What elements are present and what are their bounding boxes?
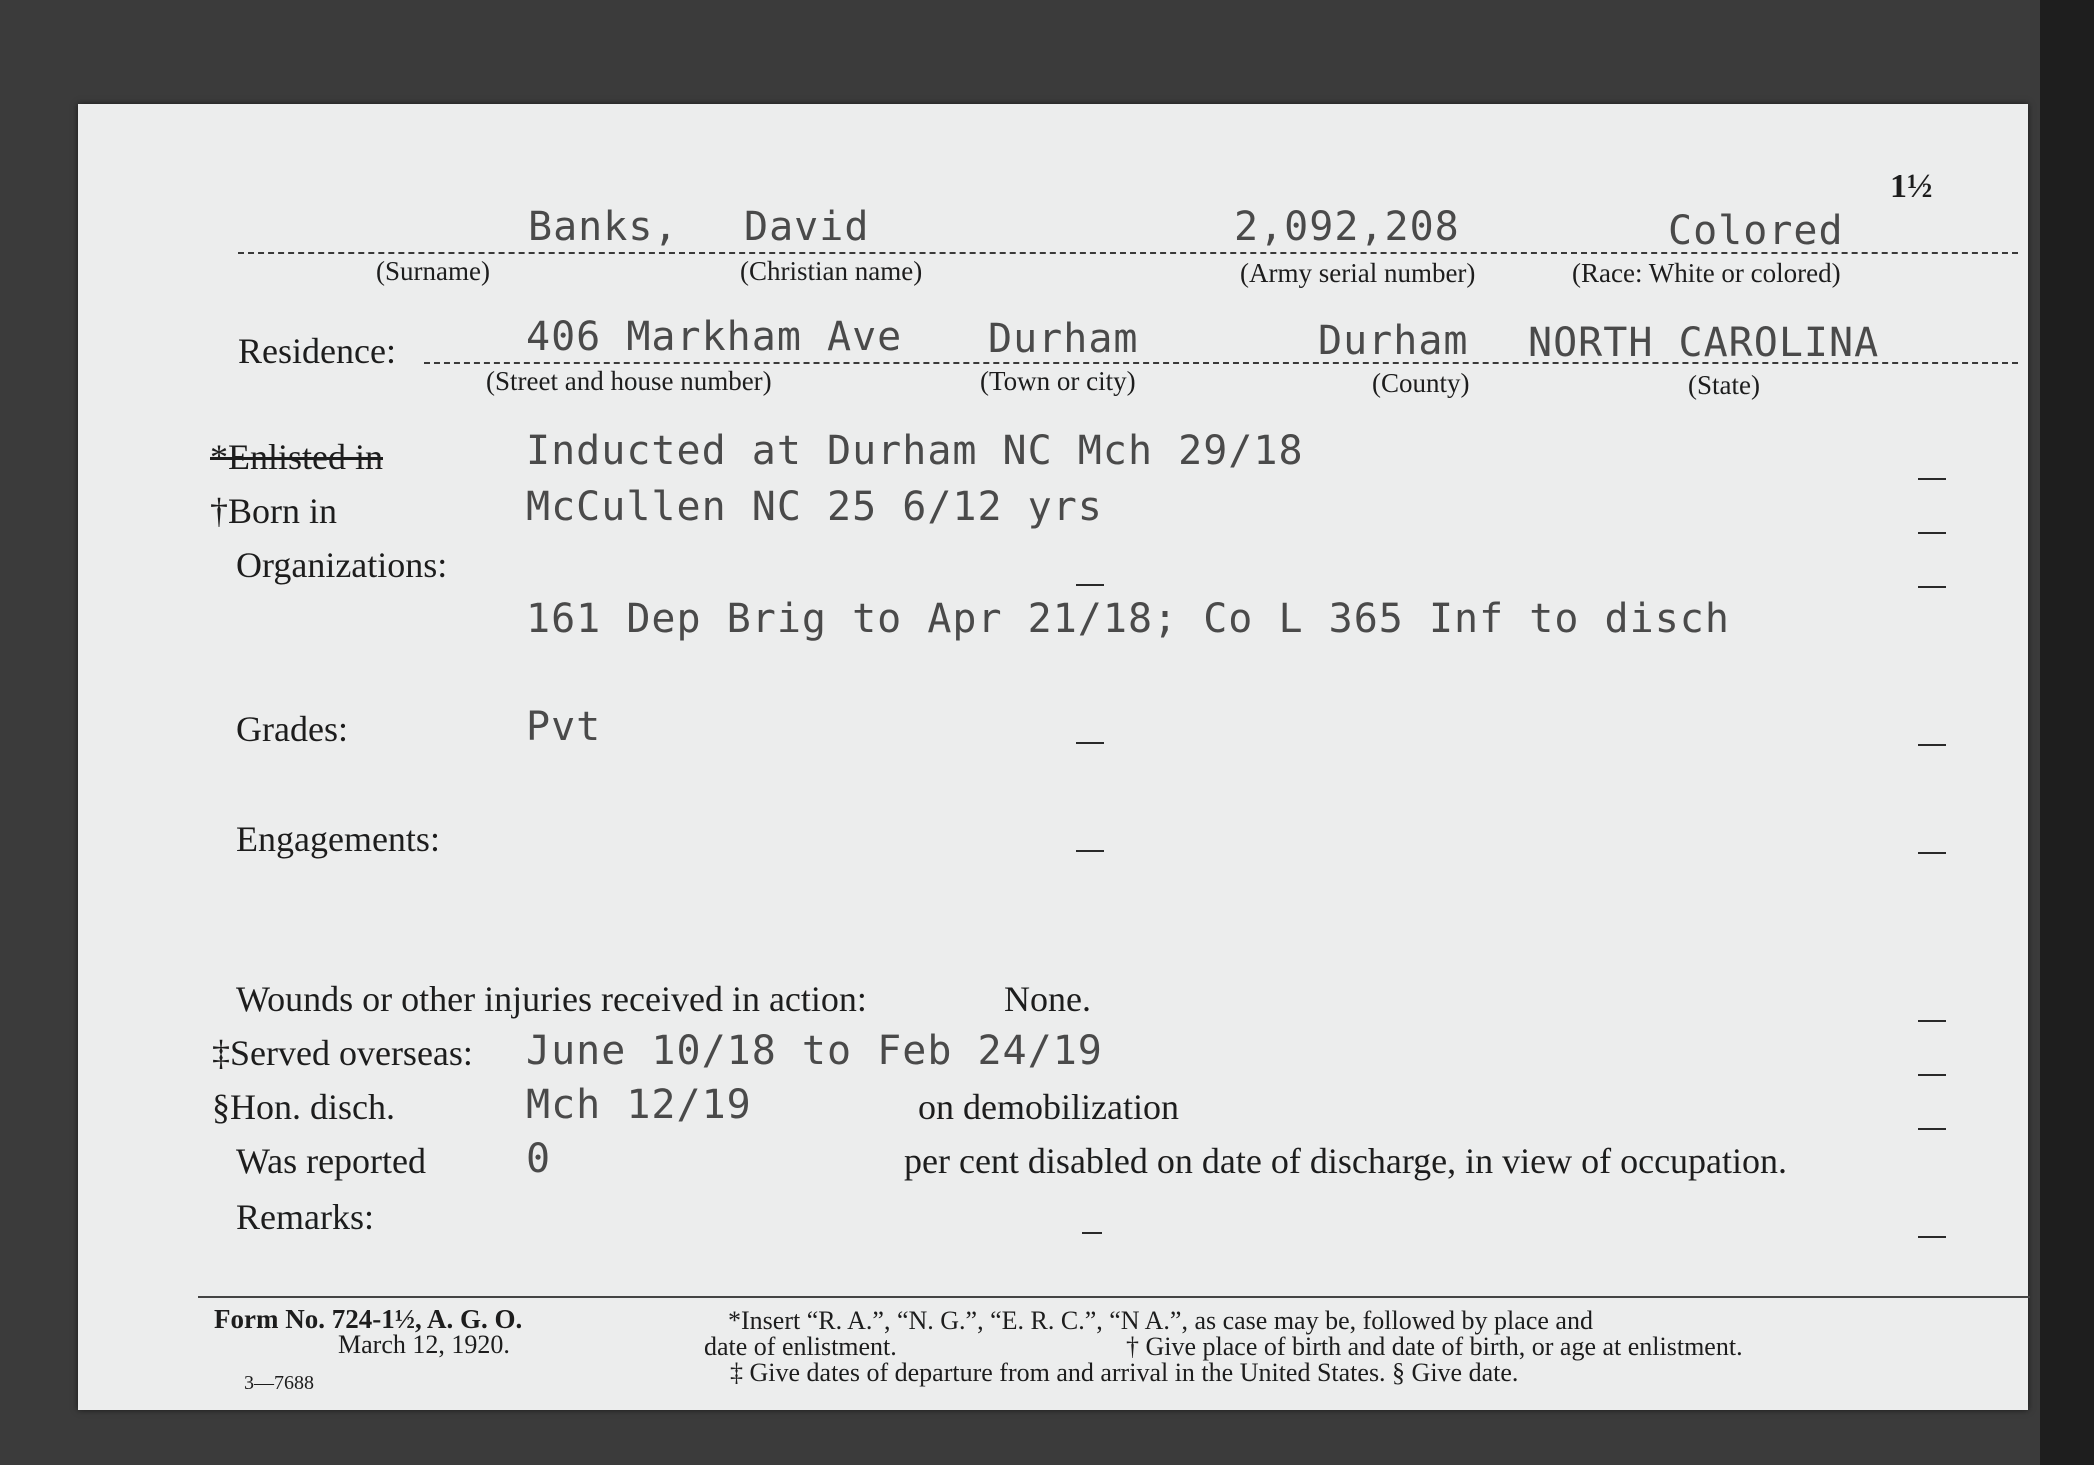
wounds-value: None.	[1004, 979, 1091, 1019]
organizations-label: Organizations:	[236, 545, 448, 585]
christian-name-caption: (Christian name)	[740, 256, 923, 286]
scan-background-edge	[2040, 0, 2094, 1465]
race-value: Colored	[1668, 208, 1844, 254]
residence-street-value: 406 Markham Ave	[526, 314, 903, 360]
christian-name-value: David	[744, 204, 870, 250]
grades-label: Grades:	[236, 709, 348, 749]
wounds-label: Wounds or other injuries received in action:	[236, 979, 867, 1019]
footer-rule	[198, 1296, 2030, 1298]
born-value: McCullen NC 25 6/12 yrs	[526, 484, 1103, 530]
footnote-enlistment: date of enlistment.	[704, 1332, 897, 1361]
residence-label: Residence:	[238, 331, 396, 371]
service-record-card	[78, 104, 2028, 1410]
engagements-dash	[1918, 852, 1946, 854]
remarks-label: Remarks:	[236, 1197, 374, 1237]
grades-value: Pvt	[526, 704, 602, 750]
form-date: March 12, 1920.	[338, 1330, 510, 1359]
print-code: 3—7688	[244, 1372, 314, 1394]
overseas-dash	[1918, 1074, 1946, 1076]
hon-disch-value: Mch 12/19	[526, 1082, 752, 1128]
residence-county-value: Durham	[1318, 318, 1469, 364]
residence-town-value: Durham	[988, 316, 1139, 362]
enlisted-label: *Enlisted in	[210, 437, 383, 477]
county-caption: (County)	[1372, 368, 1470, 398]
race-caption: (Race: White or colored)	[1572, 258, 1841, 288]
grades-mid-dash	[1076, 742, 1104, 744]
page-number: 1½	[1890, 168, 1933, 205]
street-caption: (Street and house number)	[486, 366, 772, 396]
engagements-mid-dash	[1076, 850, 1104, 852]
overseas-label: ‡Served overseas:	[212, 1033, 473, 1073]
reported-value: 0	[526, 1136, 552, 1182]
residence-state-value: NORTH CAROLINA	[1528, 320, 1880, 366]
engagements-label: Engagements:	[236, 819, 440, 859]
organizations-dash	[1918, 586, 1946, 588]
surname-value: Banks,	[528, 204, 679, 250]
footnote-birth: † Give place of birth and date of birth, or age at enlistment.	[1126, 1332, 1743, 1361]
serial-number-value: 2,092,208	[1234, 204, 1460, 250]
serial-number-caption: (Army serial number)	[1240, 258, 1476, 288]
remarks-dash	[1918, 1236, 1946, 1238]
reported-label: Was reported	[236, 1141, 427, 1181]
born-label: †Born in	[210, 491, 338, 531]
organizations-value: 161 Dep Brig to Apr 21/18; Co L 365 Inf to disch	[526, 596, 1730, 642]
born-dash	[1918, 532, 1946, 534]
town-caption: (Town or city)	[980, 366, 1136, 396]
state-caption: (State)	[1688, 370, 1760, 400]
overseas-value: June 10/18 to Feb 24/19	[526, 1028, 1103, 1074]
hon-disch-dash	[1918, 1128, 1946, 1130]
enlisted-dash	[1918, 478, 1946, 480]
remarks-mid-dash	[1082, 1232, 1102, 1234]
hon-disch-label: §Hon. disch.	[212, 1087, 395, 1127]
surname-caption: (Surname)	[376, 256, 490, 286]
enlisted-value: Inducted at Durham NC Mch 29/18	[526, 428, 1304, 474]
reported-suffix: per cent disabled on date of discharge, in view of occupation.	[904, 1141, 1788, 1181]
form-number: Form No. 724-1½, A. G. O.	[214, 1304, 523, 1334]
footnote-dates: ‡ Give dates of departure from and arrival in the United States. § Give date.	[730, 1358, 1519, 1387]
footnote-insert: *Insert “R. A.”, “N. G.”, “E. R. C.”, “N A.”, as case may be, followed by place and	[728, 1306, 1593, 1335]
hon-disch-suffix: on demobilization	[918, 1087, 1179, 1127]
wounds-dash	[1918, 1020, 1946, 1022]
grades-dash	[1918, 744, 1946, 746]
organizations-mid-dash	[1076, 584, 1104, 586]
